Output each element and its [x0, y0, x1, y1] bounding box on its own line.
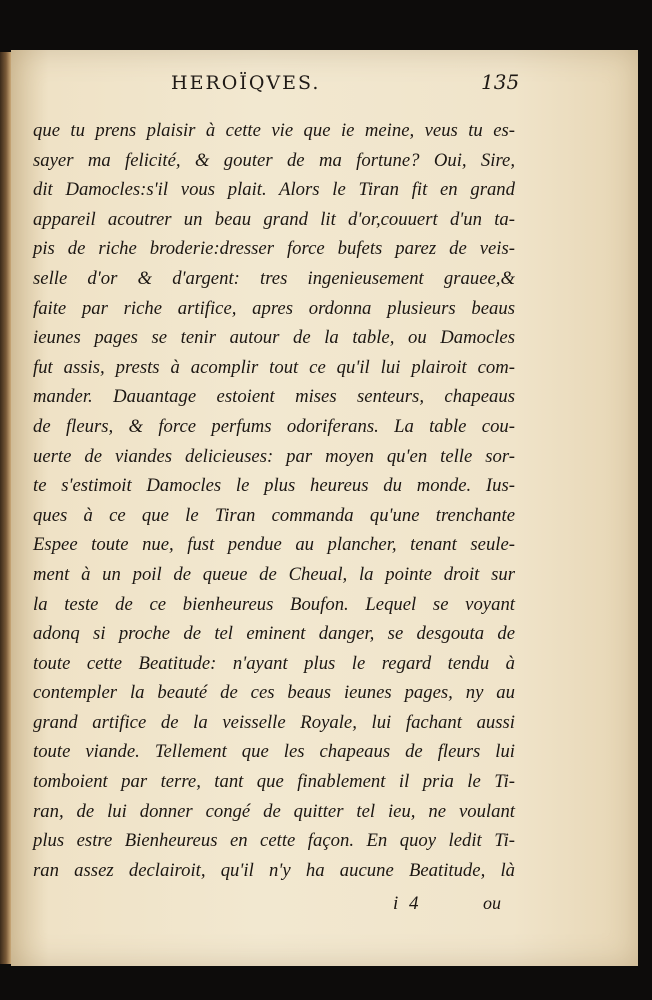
text-line: te s'estimoit Damocles le plus heureus du monde. Ius- — [33, 475, 515, 497]
body-text — [33, 116, 515, 885]
text-line: grand artifice de la veisselle Royale, lui fachant aussi — [33, 711, 515, 733]
text-line: adonq si proche de tel eminent danger, se desgouta de — [33, 623, 515, 645]
text-line: sayer ma felicité, & gouter de ma fortune? Oui, Sire, — [33, 149, 515, 171]
text-line: contempler la beauté de ces beaus ieunes pages, ny au — [33, 682, 515, 704]
text-line: tomboient par terre, tant que finablement il pria le Ti- — [33, 771, 515, 793]
running-head: HEROÏQVES. — [171, 72, 321, 94]
text-line: ques à ce que le Tiran commanda qu'une trenchante — [33, 504, 515, 526]
book-page — [11, 50, 638, 966]
text-line: ieunes pages se tenir autour de la table, ou Damocles — [33, 327, 515, 349]
text-line: ran, de lui donner congé de quitter tel ieu, ne voulant — [33, 800, 515, 822]
text-line: toute viande. Tellement que les chapeaus de fleurs lui — [33, 741, 515, 763]
text-line: ran assez declairoit, qu'il n'y ha aucune Beatitude, là — [33, 859, 515, 881]
text-line: uerte de viandes delicieuses: par moyen qu'en telle sor- — [33, 445, 515, 467]
text-line: faite par riche artifice, apres ordonna plusieurs beaus — [33, 297, 515, 319]
page-number: 135 — [481, 70, 520, 94]
text-line: selle d'or & d'argent: tres ingenieusement grauee,& — [33, 267, 515, 289]
text-line: mander. Dauantage estoient mises senteurs, chapeaus — [33, 386, 515, 408]
text-line: appareil acoutrer un beau grand lit d'or,couuert d'un ta- — [33, 208, 515, 230]
text-line: plus estre Bienheureus en cette façon. En quoy ledit Ti- — [33, 830, 515, 852]
text-line: fut assis, prests à acomplir tout ce qu'il lui plairoit com- — [33, 356, 515, 378]
signature-mark: i 4 — [393, 893, 419, 914]
text-line: dit Damocles:s'il vous plait. Alors le Tiran fit en grand — [33, 179, 515, 201]
catchword: ou — [483, 893, 501, 913]
text-line: Espee toute nue, fust pendue au plancher, tenant seule- — [33, 534, 515, 556]
text-line: pis de riche broderie:dresser force bufets parez de veis- — [33, 238, 515, 260]
text-line: la teste de ce bienheureus Boufon. Lequel se voyant — [33, 593, 515, 615]
previous-page-edge — [0, 52, 11, 964]
text-line: de fleurs, & force perfums odoriferans. La table cou- — [33, 415, 515, 437]
text-line: toute cette Beatitude: n'ayant plus le regard tendu à — [33, 652, 515, 674]
text-line: ment à un poil de queue de Cheual, la pointe droit sur — [33, 563, 515, 585]
text-line: que tu prens plaisir à cette vie que ie meine, veus tu es- — [33, 120, 515, 141]
